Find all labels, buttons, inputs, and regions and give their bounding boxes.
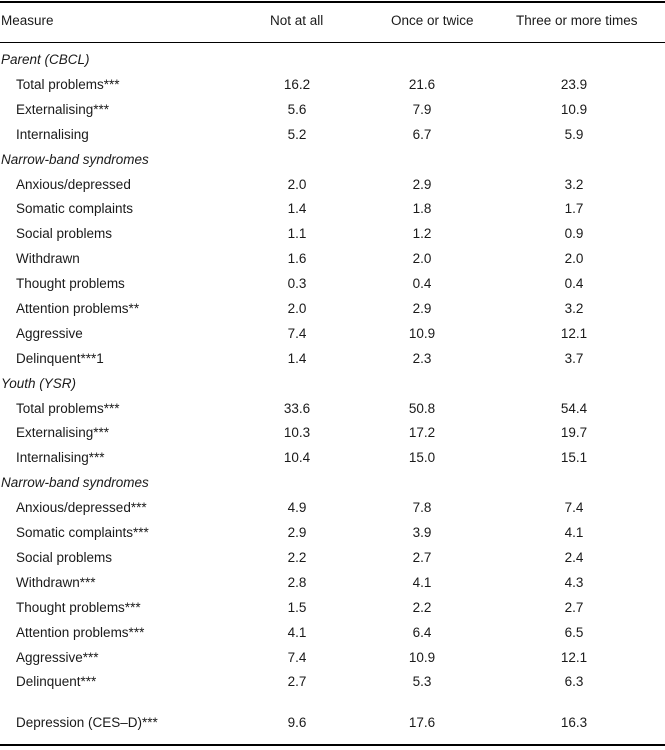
section-label: Narrow-band syndromes: [1, 152, 149, 167]
value-three-or-more: 2.0: [564, 251, 584, 266]
measure-label: Withdrawn: [16, 251, 80, 266]
value-three-or-more: 2.7: [564, 600, 584, 615]
table-row: [0, 447, 665, 469]
measure-label: Anxious/depressed: [16, 177, 131, 192]
value-once-or-twice: 4.1: [412, 575, 432, 590]
value-not-at-all: 10.3: [283, 425, 311, 440]
header-once-or-twice: Once or twice: [391, 13, 474, 28]
value-not-at-all: 1.4: [287, 351, 307, 366]
measure-label: Externalising***: [16, 102, 110, 117]
value-once-or-twice: 15.0: [408, 450, 436, 465]
value-three-or-more: 4.3: [564, 575, 584, 590]
measure-label: Total problems***: [16, 77, 120, 92]
table-row: [0, 647, 665, 669]
table-row: [0, 712, 665, 734]
value-once-or-twice: 6.7: [412, 127, 432, 142]
value-three-or-more: 15.1: [560, 450, 588, 465]
table-row: [0, 124, 665, 146]
table-top-rule: [0, 1, 665, 3]
value-three-or-more: 3.2: [564, 177, 584, 192]
table-row: [0, 248, 665, 270]
table-row: [0, 497, 665, 519]
value-once-or-twice: 2.3: [412, 351, 432, 366]
measure-label: Attention problems**: [16, 301, 140, 316]
table-row: [0, 323, 665, 345]
table-row: [0, 622, 665, 644]
value-once-or-twice: 10.9: [408, 650, 436, 665]
table-row: [0, 99, 665, 121]
value-once-or-twice: 2.0: [412, 251, 432, 266]
value-not-at-all: 2.9: [287, 525, 307, 540]
value-once-or-twice: 6.4: [412, 625, 432, 640]
value-not-at-all: 5.6: [287, 102, 307, 117]
measure-label: Withdrawn***: [16, 575, 96, 590]
measure-label: Externalising***: [16, 425, 110, 440]
table-row: [0, 273, 665, 295]
value-not-at-all: 16.2: [283, 77, 311, 92]
table-row: [0, 74, 665, 96]
value-not-at-all: 5.2: [287, 127, 307, 142]
measure-label: Anxious/depressed***: [16, 500, 147, 515]
value-not-at-all: 2.0: [287, 177, 307, 192]
table-row: [0, 572, 665, 594]
value-three-or-more: 19.7: [560, 425, 588, 440]
value-three-or-more: 3.2: [564, 301, 584, 316]
value-once-or-twice: 50.8: [408, 401, 436, 416]
value-once-or-twice: 17.2: [408, 425, 436, 440]
table-row: [0, 298, 665, 320]
measure-label: Attention problems***: [16, 625, 145, 640]
section-label: Youth (YSR): [1, 376, 77, 391]
value-three-or-more: 5.9: [564, 127, 584, 142]
value-once-or-twice: 1.8: [412, 201, 432, 216]
value-not-at-all: 9.6: [287, 715, 307, 730]
value-three-or-more: 3.7: [564, 351, 584, 366]
value-three-or-more: 1.7: [564, 201, 584, 216]
value-three-or-more: 0.4: [564, 276, 584, 291]
table-bottom-rule: [0, 744, 665, 746]
value-once-or-twice: 5.3: [412, 674, 432, 689]
measure-label: Somatic complaints: [16, 201, 134, 216]
section-label: Parent (CBCL): [1, 52, 90, 67]
value-three-or-more: 0.9: [564, 226, 584, 241]
table-row: [0, 522, 665, 544]
table-row: [0, 597, 665, 619]
value-not-at-all: 1.5: [287, 600, 307, 615]
measure-label: Delinquent***: [16, 674, 97, 689]
measure-label: Delinquent***1: [16, 351, 104, 366]
value-three-or-more: 16.3: [560, 715, 588, 730]
value-not-at-all: 1.4: [287, 201, 307, 216]
value-not-at-all: 0.3: [287, 276, 307, 291]
value-not-at-all: 7.4: [287, 326, 307, 341]
value-three-or-more: 7.4: [564, 500, 584, 515]
table-row: [0, 174, 665, 196]
measure-label: Thought problems: [16, 276, 125, 291]
value-once-or-twice: 7.8: [412, 500, 432, 515]
value-three-or-more: 54.4: [560, 401, 588, 416]
value-three-or-more: 6.3: [564, 674, 584, 689]
value-not-at-all: 4.1: [287, 625, 307, 640]
header-measure: Measure: [1, 13, 54, 28]
value-not-at-all: 4.9: [287, 500, 307, 515]
measure-label: Social problems: [16, 550, 113, 565]
measure-label: Total problems***: [16, 401, 120, 416]
value-once-or-twice: 2.7: [412, 550, 432, 565]
measure-label: Depression (CES–D)***: [16, 715, 158, 730]
table-row: [0, 223, 665, 245]
section-heading-row: [0, 472, 665, 494]
table-row: [0, 547, 665, 569]
measure-label: Somatic complaints***: [16, 525, 149, 540]
value-three-or-more: 10.9: [560, 102, 588, 117]
value-not-at-all: 1.6: [287, 251, 307, 266]
value-once-or-twice: 10.9: [408, 326, 436, 341]
value-three-or-more: 4.1: [564, 525, 584, 540]
measure-label: Social problems: [16, 226, 113, 241]
value-three-or-more: 23.9: [560, 77, 588, 92]
value-not-at-all: 2.0: [287, 301, 307, 316]
value-once-or-twice: 7.9: [412, 102, 432, 117]
value-three-or-more: 6.5: [564, 625, 584, 640]
section-heading-row: [0, 373, 665, 395]
value-not-at-all: 10.4: [283, 450, 311, 465]
value-not-at-all: 2.2: [287, 550, 307, 565]
header-three-or-more: Three or more times: [516, 13, 638, 28]
table-row: [0, 198, 665, 220]
section-label: Narrow-band syndromes: [1, 475, 149, 490]
table-header-rule: [0, 42, 665, 43]
table-row: [0, 671, 665, 693]
value-not-at-all: 2.7: [287, 674, 307, 689]
table-row: [0, 348, 665, 370]
value-once-or-twice: 0.4: [412, 276, 432, 291]
value-not-at-all: 33.6: [283, 401, 311, 416]
value-three-or-more: 12.1: [560, 326, 588, 341]
measure-label: Aggressive: [16, 326, 83, 341]
table-row: [0, 422, 665, 444]
value-once-or-twice: 17.6: [408, 715, 436, 730]
section-heading-row: [0, 149, 665, 171]
value-not-at-all: 1.1: [287, 226, 307, 241]
value-three-or-more: 12.1: [560, 650, 588, 665]
value-once-or-twice: 3.9: [412, 525, 432, 540]
value-three-or-more: 2.4: [564, 550, 584, 565]
section-heading-row: [0, 49, 665, 71]
table-row: [0, 398, 665, 420]
value-once-or-twice: 2.9: [412, 177, 432, 192]
header-not-at-all: Not at all: [270, 13, 324, 28]
measure-label: Thought problems***: [16, 600, 141, 615]
value-not-at-all: 7.4: [287, 650, 307, 665]
value-once-or-twice: 1.2: [412, 226, 432, 241]
table-header-row: [0, 10, 665, 32]
value-once-or-twice: 2.2: [412, 600, 432, 615]
measure-label: Internalising: [16, 127, 89, 142]
measure-label: Aggressive***: [16, 650, 99, 665]
value-once-or-twice: 21.6: [408, 77, 436, 92]
value-not-at-all: 2.8: [287, 575, 307, 590]
measure-label: Internalising***: [16, 450, 105, 465]
value-once-or-twice: 2.9: [412, 301, 432, 316]
